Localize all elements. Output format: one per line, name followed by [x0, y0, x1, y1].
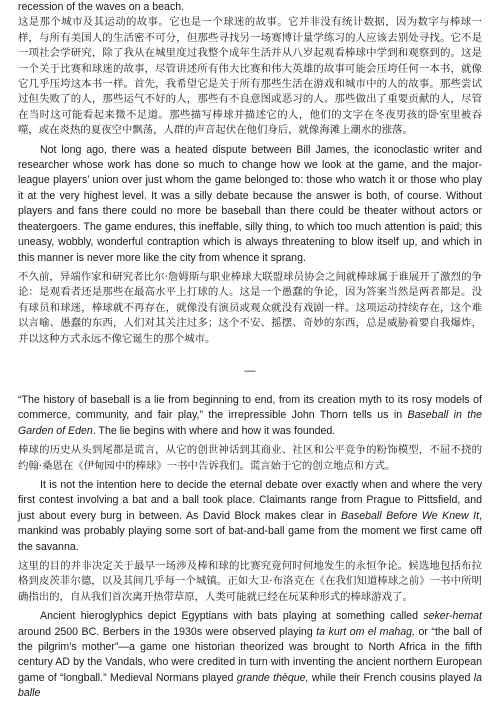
paragraph-zh	[18, 559, 482, 605]
text-run: recession of the waves on a beach.	[18, 1, 185, 13]
italic-title: grande thèque,	[236, 671, 309, 684]
paragraph-en	[18, 478, 482, 555]
italic-title: seker-hemat	[423, 610, 482, 623]
text-run: 这里的目的并非决定关于最早一场涉及棒和球的比赛究竟何时何地发生的永恒争论。候选地包括布拉格到皮茨菲尔德，以及其间几乎每一个城镇。正如大卫·布洛克在《在我们知道棒球之前》一书中所明确指出的，自从我们首次离开热带草原，人类可能就已经在玩某种形式的棒球游戏了。	[18, 560, 482, 603]
text-run: around 2500 BC. Berbers in the 1930s were observed playing	[18, 625, 317, 638]
text-run: Not long ago, there was a heated dispute between Bill James, the iconoclastic writer and researcher whose work has done so much to change how we look at the game, and the major-league players’ union over just whom the game belonged to: those who watch it or those who play it at the very highest level. It was a silly debate because the answer is both, of course. Without players and fans there could no more be baseball than there could be theater without actors or theatergoers. The game endures, this ineffable, silly thing, to which too much attention is paid; this uneasy, wobbly, wonderful contraption which is always threatening to blow itself up, and which in this manner is never more like the city from whence it sprang.	[18, 143, 482, 264]
text-run: . The lie begins with where and how it was founded.	[92, 424, 336, 437]
paragraph-zh	[18, 443, 482, 474]
text-run: , mankind was probably playing some sort of bat-and-ball game from the moment we first came off the savanna.	[18, 509, 483, 553]
text-run: “The history of baseball is a lie from beginning to end, from its creation myth to its rosy models of commerce, community, and fair play,” the irrepressible John Thorn tells us in	[18, 393, 482, 422]
text-run: 不久前，异端作家和研究者比尔·詹姆斯与职业棒球大联盟球员协会之间就棒球属于谁展开了激烈的争论：是观看者还是那些在最高水平上打球的人。这是一个愚蠢的争论，因为答案当然是两者都是。没有球员和球迷，棒球就不再存在，就像没有演员或观众就没有戏剧一样。这项运动持续存在，这个难以言喻、愚蠢的东西，人们对其关注过多；这个不安、摇摆、奇妙的东西，总是威胁着要自我爆炸，并以这种方式永远不像它诞生的那个城市。	[18, 270, 482, 345]
paragraph-en	[18, 0, 482, 15]
text-run: 棒球的历史从头到尾都是谎言，从它的创世神话到其商业、社区和公平竞争的粉饰模型，不屈不挠的约翰·桑恩在《伊甸园中的棒球》一书中告诉我们。谎言始于它的创立地点和方式。	[18, 444, 482, 472]
italic-title: ta kurt om el mahag,	[316, 625, 415, 638]
italic-title: Baseball in the Garden of Eden	[18, 409, 482, 437]
paragraph-zh	[18, 270, 482, 347]
italic-title: la balle	[18, 671, 482, 700]
italic-title: Baseball Before We Knew It	[340, 509, 480, 522]
section-separator: —	[244, 364, 256, 377]
paragraph-zh	[18, 15, 482, 138]
paragraph-en	[18, 143, 482, 266]
text-run: Ancient hieroglyphics depict Egyptians with bats playing at something called	[40, 610, 424, 623]
text-run: It is not the intention here to decide the eternal debate over exactly when and where the very first contest involving a bat and a ball took place. Claimants range from Prague to Pittsfield, and just about every burg in between. As David Block makes clear in	[18, 478, 482, 522]
text-run: or “the ball of the pilgrim’s mother”—a game one historian theorized was brought to North Africa in the fifth century AD by the Vandals, who were credited in turn with inventing the ancient northern European game of “longball.” Medieval Normans played	[18, 625, 482, 684]
text-run: while their French cousins played	[308, 671, 474, 684]
text-run: 这是那个城市及其运动的故事。它也是一个球迷的故事。它并非没有统计数据，因为数字与棒球一样，与所有美国人的生活密不可分，但那些寻找另一场赛博计量学练习的人应该去别处寻找。它不是一项社会学研究，除了我从在城里度过我整个成年生活并从八岁起观看棒球中学到和观察到的。这是一个关于比赛和球迷的故事，尽管讲述所有伟大比赛和伟大英雄的故事可能会压垮任何一本书，就像它几乎压垮这本书一样。首先，我希望它是关于所有那些生活在游戏和城市中的人的故事。那些尝试过但失败了的人，那些运气不好的人，那些有不良意图或恶习的人。那些做出了重要贡献的人，尽管在当时这可能看起来微不足道。那些描写棒球并描述它的人，他们的文字在冬夜男孩的卧室里被吞噬，或在炎热的夏夜空中飘荡，人群的声音起伏在他们身后，就像海滩上潮水的涨落。	[18, 16, 482, 137]
paragraph-en	[18, 393, 482, 439]
paragraph-en	[18, 609, 482, 701]
